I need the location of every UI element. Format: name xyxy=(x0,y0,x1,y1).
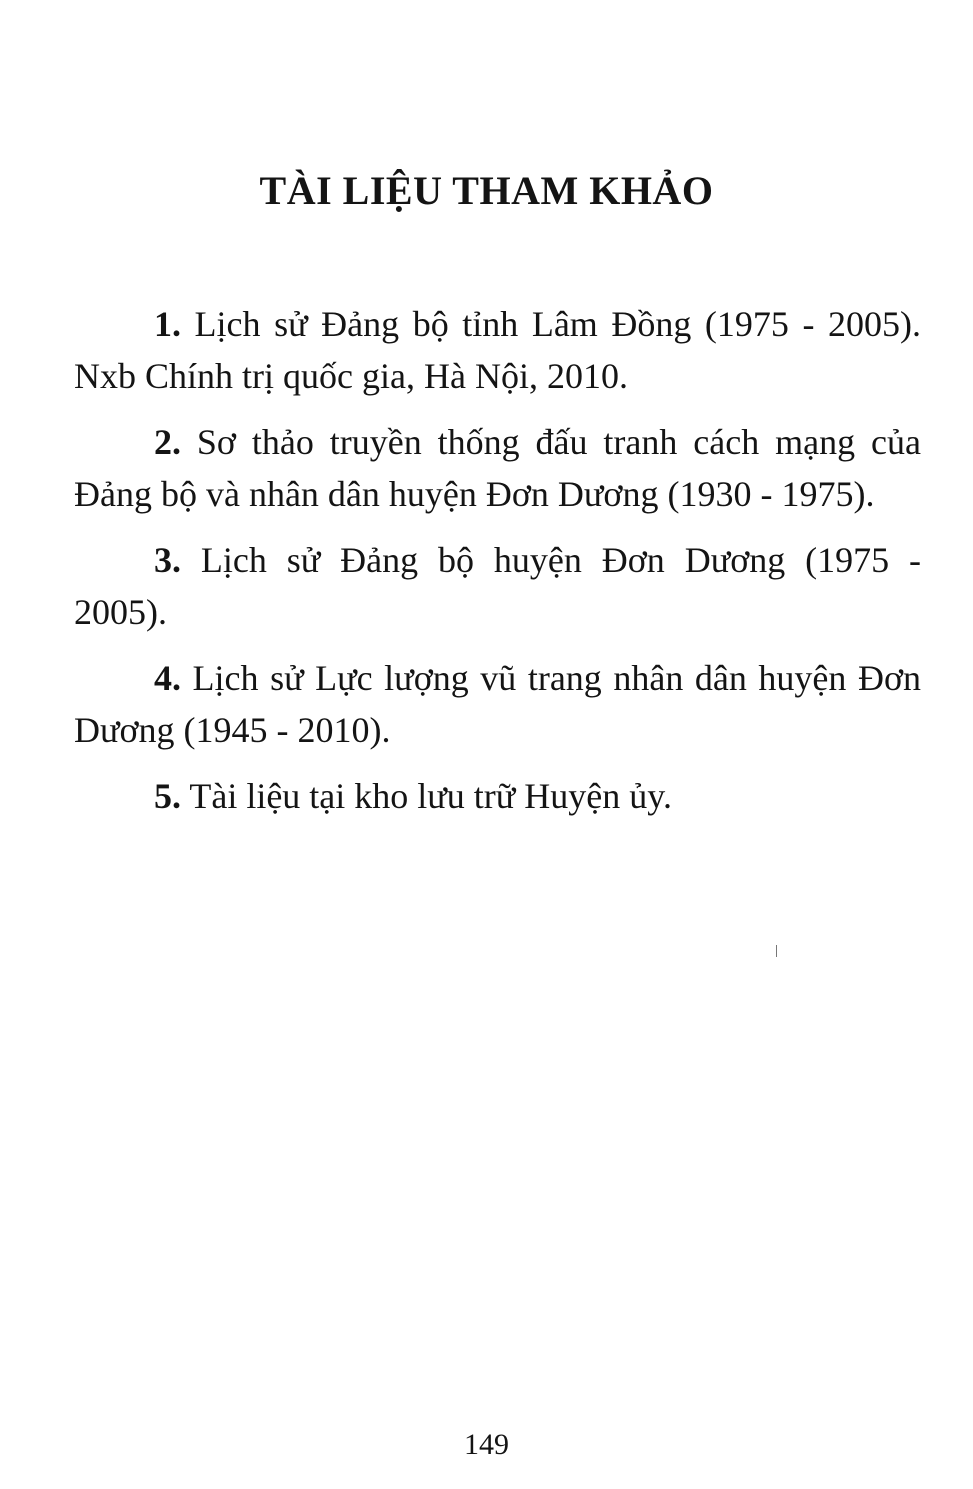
reference-number: 1. xyxy=(154,304,181,344)
page-number: 149 xyxy=(464,1428,509,1461)
reference-text: Lịch sử Đảng bộ huyện Đơn Dương (1975 - 2005). xyxy=(74,540,921,632)
reference-item xyxy=(74,652,921,756)
reference-number: 3. xyxy=(154,540,181,580)
scan-mark xyxy=(776,945,777,957)
reference-text: Lịch sử Lực lượng vũ trang nhân dân huyện Đơn Dương (1945 - 2010). xyxy=(74,658,921,750)
reference-item xyxy=(74,298,921,402)
reference-item xyxy=(74,770,921,822)
reference-list xyxy=(74,298,921,836)
reference-text: Lịch sử Đảng bộ tỉnh Lâm Đồng (1975 - 2005). Nxb Chính trị quốc gia, Hà Nội, 2010. xyxy=(74,304,921,396)
page-title: TÀI LIỆU THAM KHẢO xyxy=(259,168,714,213)
reference-item xyxy=(74,416,921,520)
reference-number: 2. xyxy=(154,422,181,462)
reference-number: 4. xyxy=(154,658,181,698)
reference-text: Tài liệu tại kho lưu trữ Huyện ủy. xyxy=(181,776,672,816)
reference-text: Sơ thảo truyền thống đấu tranh cách mạng của Đảng bộ và nhân dân huyện Đơn Dương (1930 - 1975). xyxy=(74,422,921,514)
reference-number: 5. xyxy=(154,776,181,816)
reference-item xyxy=(74,534,921,638)
